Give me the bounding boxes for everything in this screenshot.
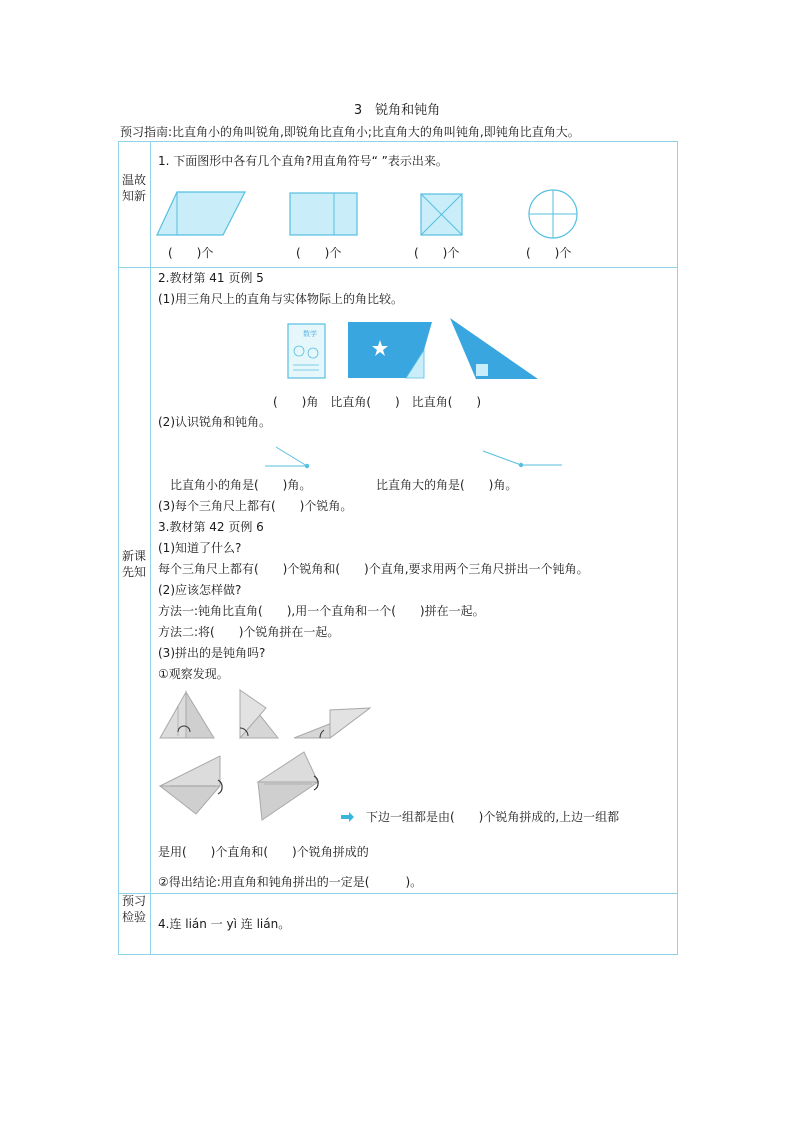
question-2-part-3: (3)每个三角尺上都有( )个锐角。 — [158, 499, 353, 513]
acute-angle-figure — [262, 444, 312, 470]
conclusion-text: ②得出结论:用直角和钝角拼出的一定是( )。 — [158, 875, 423, 889]
parallelogram-figure — [155, 190, 247, 238]
question-4-text: 4.连 lián 一 yì 连 lián。 — [158, 917, 291, 931]
arrow-icon — [341, 812, 355, 822]
upper-group-text: 是用( )个直角和( )个锐角拼成的 — [158, 845, 369, 859]
method-one: 方法一:钝角比直角( ),用一个直角和一个( )拼在一起。 — [158, 604, 485, 618]
triangle-ruler-image — [446, 316, 542, 382]
math-book-image — [287, 323, 327, 379]
set-square-pair-image — [156, 752, 236, 816]
obtuse-angle-figure — [480, 448, 566, 470]
set-square-pair-image — [156, 688, 216, 740]
answer-blank[interactable]: ( )个 — [168, 246, 214, 260]
row-divider — [118, 893, 678, 894]
question-3-part-1: (1)知道了什么? — [158, 541, 242, 555]
book-title: 数学 — [303, 330, 317, 338]
rectangle-figure — [288, 191, 360, 237]
column-divider — [150, 141, 151, 955]
observe-label: ①观察发现。 — [158, 667, 229, 681]
lower-group-text: 下边一组都是由( )个锐角拼成的,上边一组都 — [366, 810, 620, 824]
page-title: 3 锐角和钝角 — [353, 103, 441, 118]
answer-blank[interactable]: ( )个 — [296, 246, 342, 260]
method-two: 方法二:将( )个锐角拼在一起。 — [158, 625, 340, 639]
flag-image — [346, 320, 436, 382]
acute-definition: 比直角小的角是( )角。 — [170, 478, 312, 492]
section-label-newlesson: 新课先知 — [121, 549, 146, 579]
question-2-part-1: (1)用三角尺上的直角与实体物际上的角比较。 — [158, 292, 403, 306]
set-square-pair-image — [254, 748, 326, 822]
set-square-pair-image — [226, 686, 282, 740]
obtuse-definition: 比直角大的角是( )角。 — [376, 478, 518, 492]
row-divider — [118, 267, 678, 268]
preview-guide: 预习指南:比直角小的角叫锐角,即锐角比直角小;比直角大的角叫钝角,即钝角比直角大。 — [120, 125, 580, 139]
section-label-review: 温故知新 — [121, 173, 146, 203]
section-label-check: 预习检验 — [121, 894, 146, 924]
set-square-pair-image — [290, 704, 374, 740]
question-3-part-2: (2)应该怎样做? — [158, 583, 242, 597]
square-figure — [419, 192, 465, 238]
question-2-part-2: (2)认识锐角和钝角。 — [158, 415, 271, 429]
question-3-line: 每个三角尺上都有( )个锐角和( )个直角,要求用两个三角尺拼出一个钝角。 — [158, 562, 589, 576]
answer-blank[interactable]: ( )个 — [526, 246, 572, 260]
question-2-title: 2.教材第 41 页例 5 — [158, 271, 264, 285]
circle-figure — [526, 187, 582, 243]
question-1-text: 1. 下面图形中各有几个直角?用直角符号“ ”表示出来。 — [158, 154, 448, 168]
answer-blank[interactable]: ( )个 — [414, 246, 460, 260]
question-3-part-3: (3)拼出的是钝角吗? — [158, 646, 266, 660]
question-3-title: 3.教材第 42 页例 6 — [158, 520, 264, 534]
compare-row: ( )角 比直角( ) 比直角( ) — [273, 395, 482, 409]
